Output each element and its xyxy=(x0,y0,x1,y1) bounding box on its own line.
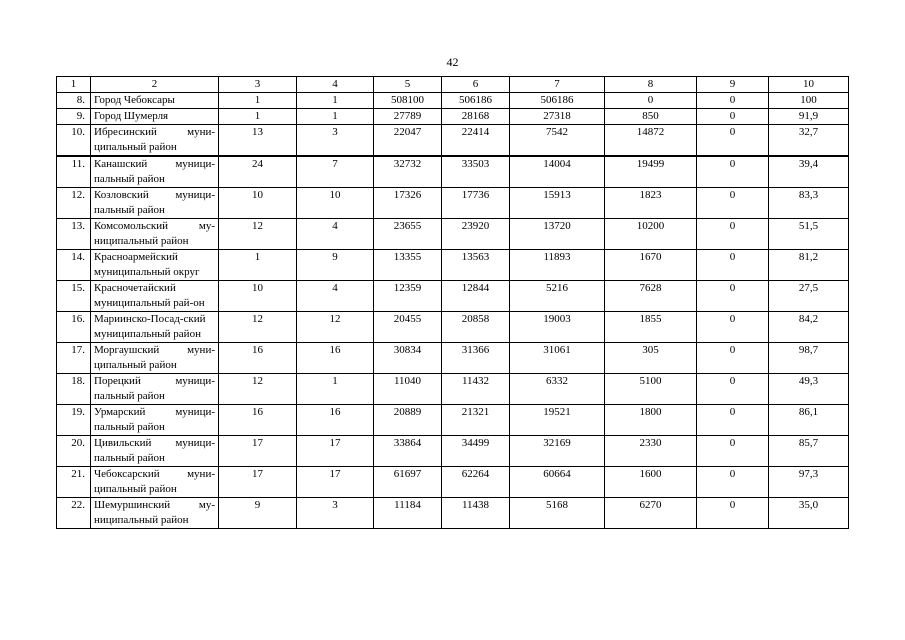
col10-cell: 35,0 xyxy=(769,498,849,529)
col9-cell: 0 xyxy=(697,219,769,250)
col5-cell: 13355 xyxy=(374,250,442,281)
col7-cell: 7542 xyxy=(510,125,605,157)
col9-cell: 0 xyxy=(697,374,769,405)
table-row xyxy=(57,312,849,343)
col7-cell: 27318 xyxy=(510,109,605,125)
col5-cell: 61697 xyxy=(374,467,442,498)
col4-cell: 17 xyxy=(297,467,374,498)
col8-cell: 850 xyxy=(605,109,697,125)
table-row xyxy=(57,219,849,250)
municipality-name-cell: Урмарский муници-пальный район xyxy=(91,405,219,436)
col4-cell: 1 xyxy=(297,93,374,109)
col8-cell: 7628 xyxy=(605,281,697,312)
row-number-cell: 10. xyxy=(57,125,91,157)
municipality-name-cell: Канашский муници-пальный район xyxy=(91,156,219,188)
col4-cell: 3 xyxy=(297,498,374,529)
col9-cell: 0 xyxy=(697,281,769,312)
row-number-cell: 8. xyxy=(57,93,91,109)
col5-cell: 22047 xyxy=(374,125,442,157)
col6-cell: 12844 xyxy=(442,281,510,312)
col5-cell: 11184 xyxy=(374,498,442,529)
col6-cell: 34499 xyxy=(442,436,510,467)
row-number-cell: 14. xyxy=(57,250,91,281)
table-row xyxy=(57,498,849,529)
col8-cell: 1600 xyxy=(605,467,697,498)
col7-cell: 60664 xyxy=(510,467,605,498)
col9-cell: 0 xyxy=(697,405,769,436)
row-number-cell: 13. xyxy=(57,219,91,250)
table-row xyxy=(57,374,849,405)
table-row xyxy=(57,281,849,312)
col6-cell: 20858 xyxy=(442,312,510,343)
col3-cell: 12 xyxy=(219,219,297,250)
page-number: 42 xyxy=(446,55,459,69)
column-header: 1 xyxy=(57,77,91,93)
col8-cell: 2330 xyxy=(605,436,697,467)
col9-cell: 0 xyxy=(697,312,769,343)
row-number-cell: 21. xyxy=(57,467,91,498)
col8-cell: 6270 xyxy=(605,498,697,529)
col10-cell: 85,7 xyxy=(769,436,849,467)
table-row xyxy=(57,156,849,188)
col6-cell: 28168 xyxy=(442,109,510,125)
col6-cell: 17736 xyxy=(442,188,510,219)
col4-cell: 3 xyxy=(297,125,374,157)
col6-cell: 11432 xyxy=(442,374,510,405)
column-header: 8 xyxy=(605,77,697,93)
col9-cell: 0 xyxy=(697,109,769,125)
col5-cell: 32732 xyxy=(374,156,442,188)
col8-cell: 1823 xyxy=(605,188,697,219)
col5-cell: 30834 xyxy=(374,343,442,374)
data-table xyxy=(56,76,849,529)
row-number-cell: 18. xyxy=(57,374,91,405)
col10-cell: 27,5 xyxy=(769,281,849,312)
col7-cell: 31061 xyxy=(510,343,605,374)
row-number-cell: 15. xyxy=(57,281,91,312)
col7-cell: 14004 xyxy=(510,156,605,188)
col10-cell: 84,2 xyxy=(769,312,849,343)
row-number-cell: 22. xyxy=(57,498,91,529)
col5-cell: 508100 xyxy=(374,93,442,109)
row-number-cell: 9. xyxy=(57,109,91,125)
col4-cell: 12 xyxy=(297,312,374,343)
municipality-name-cell: Цивильский муници-пальный район xyxy=(91,436,219,467)
table-body xyxy=(57,77,849,529)
col9-cell: 0 xyxy=(697,125,769,157)
col3-cell: 17 xyxy=(219,467,297,498)
municipality-name-cell: Чебоксарский муни-ципальный район xyxy=(91,467,219,498)
col6-cell: 33503 xyxy=(442,156,510,188)
row-number-cell: 11. xyxy=(57,156,91,188)
col10-cell: 49,3 xyxy=(769,374,849,405)
col7-cell: 11893 xyxy=(510,250,605,281)
municipality-name-cell: Красночетайский муниципальный рай-он xyxy=(91,281,219,312)
col10-cell: 32,7 xyxy=(769,125,849,157)
col8-cell: 305 xyxy=(605,343,697,374)
col7-cell: 32169 xyxy=(510,436,605,467)
col5-cell: 27789 xyxy=(374,109,442,125)
col5-cell: 33864 xyxy=(374,436,442,467)
col9-cell: 0 xyxy=(697,436,769,467)
col7-cell: 506186 xyxy=(510,93,605,109)
row-number-cell: 16. xyxy=(57,312,91,343)
col7-cell: 15913 xyxy=(510,188,605,219)
col10-cell: 39,4 xyxy=(769,156,849,188)
col10-cell: 86,1 xyxy=(769,405,849,436)
table-row xyxy=(57,125,849,157)
col3-cell: 24 xyxy=(219,156,297,188)
col3-cell: 12 xyxy=(219,312,297,343)
col8-cell: 0 xyxy=(605,93,697,109)
col4-cell: 9 xyxy=(297,250,374,281)
col5-cell: 20889 xyxy=(374,405,442,436)
col10-cell: 91,9 xyxy=(769,109,849,125)
col6-cell: 62264 xyxy=(442,467,510,498)
col3-cell: 12 xyxy=(219,374,297,405)
col4-cell: 4 xyxy=(297,219,374,250)
col4-cell: 1 xyxy=(297,374,374,405)
column-header: 7 xyxy=(510,77,605,93)
col10-cell: 98,7 xyxy=(769,343,849,374)
col4-cell: 16 xyxy=(297,405,374,436)
col7-cell: 19521 xyxy=(510,405,605,436)
col7-cell: 13720 xyxy=(510,219,605,250)
col7-cell: 5168 xyxy=(510,498,605,529)
col8-cell: 10200 xyxy=(605,219,697,250)
col6-cell: 11438 xyxy=(442,498,510,529)
column-header: 2 xyxy=(91,77,219,93)
col9-cell: 0 xyxy=(697,156,769,188)
col9-cell: 0 xyxy=(697,498,769,529)
col8-cell: 1855 xyxy=(605,312,697,343)
col3-cell: 1 xyxy=(219,109,297,125)
municipality-name-cell: Красноармейский муниципальный округ xyxy=(91,250,219,281)
row-number-cell: 17. xyxy=(57,343,91,374)
col9-cell: 0 xyxy=(697,467,769,498)
col4-cell: 17 xyxy=(297,436,374,467)
municipality-name-cell: Шемуршинский му-ниципальный район xyxy=(91,498,219,529)
col4-cell: 4 xyxy=(297,281,374,312)
table-row xyxy=(57,188,849,219)
col6-cell: 23920 xyxy=(442,219,510,250)
column-header: 5 xyxy=(374,77,442,93)
table-row xyxy=(57,405,849,436)
col5-cell: 12359 xyxy=(374,281,442,312)
col10-cell: 100 xyxy=(769,93,849,109)
col9-cell: 0 xyxy=(697,93,769,109)
col6-cell: 506186 xyxy=(442,93,510,109)
col7-cell: 6332 xyxy=(510,374,605,405)
col9-cell: 0 xyxy=(697,188,769,219)
col6-cell: 21321 xyxy=(442,405,510,436)
col5-cell: 17326 xyxy=(374,188,442,219)
col7-cell: 19003 xyxy=(510,312,605,343)
municipality-name-cell: Козловский муници-пальный район xyxy=(91,188,219,219)
table-row xyxy=(57,93,849,109)
col3-cell: 1 xyxy=(219,93,297,109)
table-row xyxy=(57,250,849,281)
col8-cell: 1800 xyxy=(605,405,697,436)
col5-cell: 20455 xyxy=(374,312,442,343)
municipality-name-cell: Моргаушский муни-ципальный район xyxy=(91,343,219,374)
col4-cell: 7 xyxy=(297,156,374,188)
col8-cell: 14872 xyxy=(605,125,697,157)
municipality-name-cell: Комсомольский му-ниципальный район xyxy=(91,219,219,250)
col10-cell: 97,3 xyxy=(769,467,849,498)
col3-cell: 13 xyxy=(219,125,297,157)
col9-cell: 0 xyxy=(697,250,769,281)
col3-cell: 16 xyxy=(219,343,297,374)
row-number-cell: 12. xyxy=(57,188,91,219)
column-header: 9 xyxy=(697,77,769,93)
col8-cell: 19499 xyxy=(605,156,697,188)
table-row xyxy=(57,467,849,498)
col9-cell: 0 xyxy=(697,343,769,374)
col3-cell: 16 xyxy=(219,405,297,436)
col5-cell: 11040 xyxy=(374,374,442,405)
col8-cell: 5100 xyxy=(605,374,697,405)
col10-cell: 81,2 xyxy=(769,250,849,281)
municipality-name-cell: Порецкий муници-пальный район xyxy=(91,374,219,405)
row-number-cell: 20. xyxy=(57,436,91,467)
column-header: 6 xyxy=(442,77,510,93)
row-number-cell: 19. xyxy=(57,405,91,436)
col6-cell: 31366 xyxy=(442,343,510,374)
column-header: 10 xyxy=(769,77,849,93)
table-row xyxy=(57,436,849,467)
col8-cell: 1670 xyxy=(605,250,697,281)
col3-cell: 1 xyxy=(219,250,297,281)
col7-cell: 5216 xyxy=(510,281,605,312)
table-row xyxy=(57,109,849,125)
table-row xyxy=(57,343,849,374)
col10-cell: 83,3 xyxy=(769,188,849,219)
col6-cell: 13563 xyxy=(442,250,510,281)
col4-cell: 1 xyxy=(297,109,374,125)
col3-cell: 9 xyxy=(219,498,297,529)
col3-cell: 10 xyxy=(219,281,297,312)
municipality-name-cell: Город Чебоксары xyxy=(91,93,219,109)
col4-cell: 10 xyxy=(297,188,374,219)
col10-cell: 51,5 xyxy=(769,219,849,250)
column-header: 4 xyxy=(297,77,374,93)
municipality-name-cell: Мариинско-Посад-ский муниципальный район xyxy=(91,312,219,343)
col6-cell: 22414 xyxy=(442,125,510,157)
col5-cell: 23655 xyxy=(374,219,442,250)
col4-cell: 16 xyxy=(297,343,374,374)
col3-cell: 17 xyxy=(219,436,297,467)
column-header: 3 xyxy=(219,77,297,93)
col3-cell: 10 xyxy=(219,188,297,219)
header-row xyxy=(57,77,849,93)
municipality-name-cell: Город Шумерля xyxy=(91,109,219,125)
municipality-name-cell: Ибресинский муни-ципальный район xyxy=(91,125,219,157)
